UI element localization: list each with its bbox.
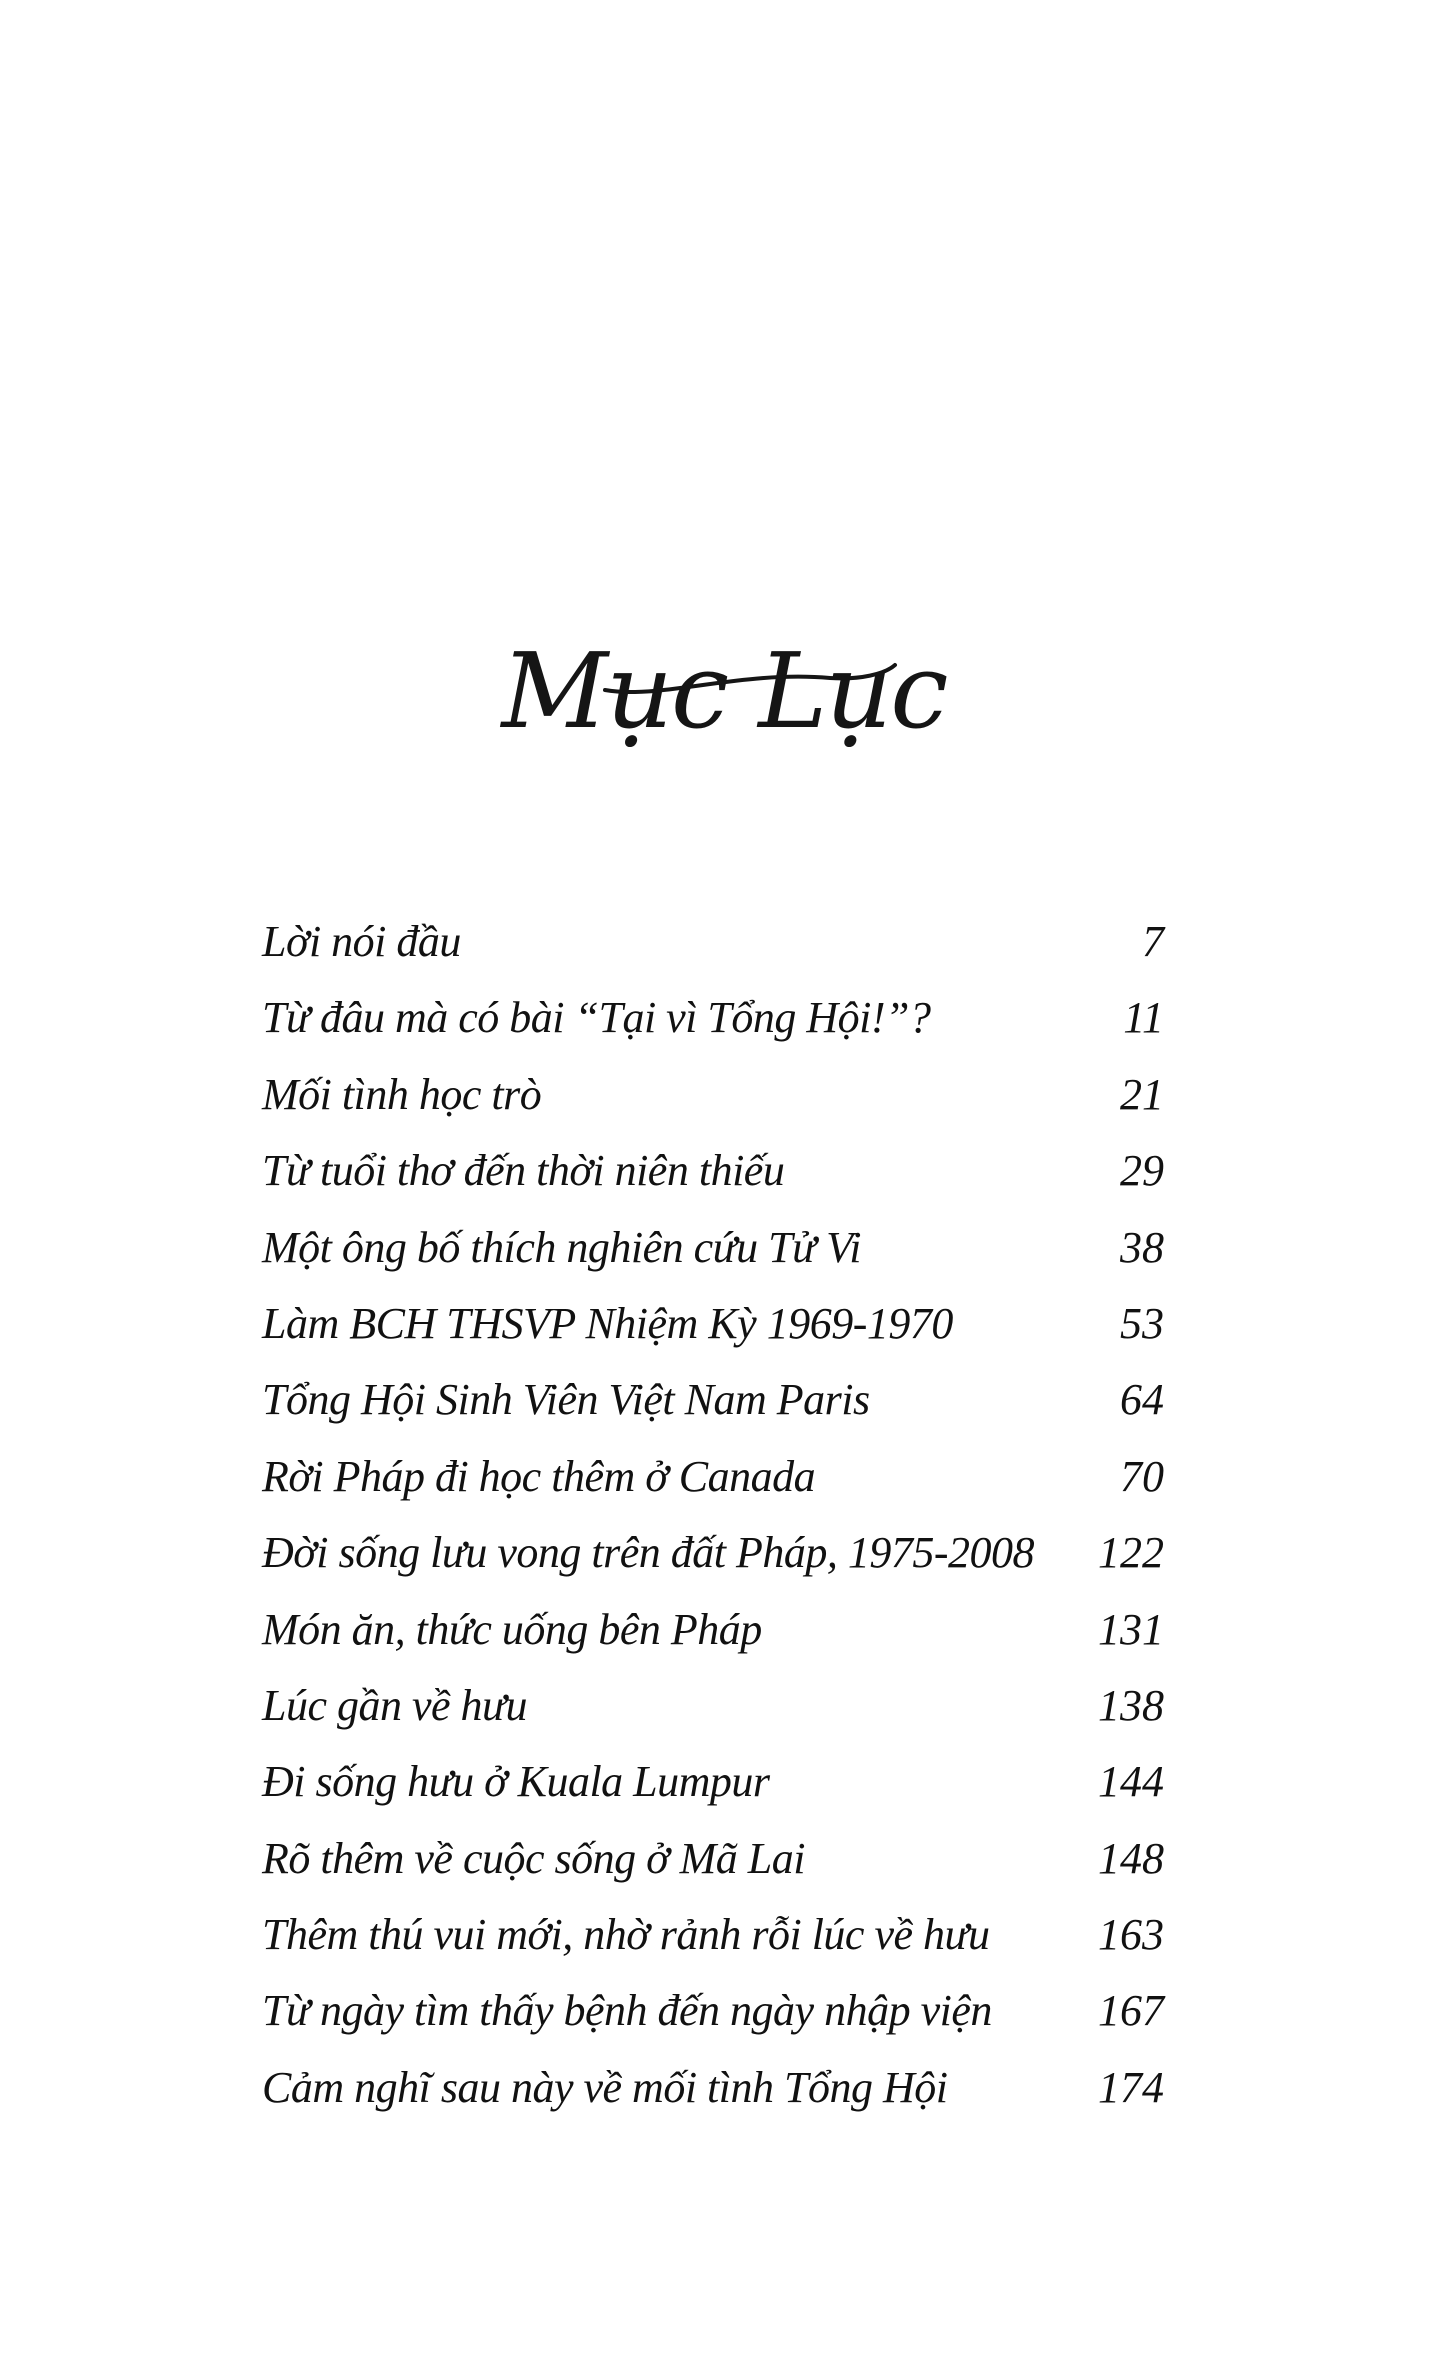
- toc-entry-title: Rời Pháp đi học thêm ở Canada: [262, 1451, 816, 1501]
- table-of-contents: [262, 910, 1164, 2132]
- toc-entry-page: 144: [1098, 1757, 1164, 1807]
- toc-entry-title: Từ đâu mà có bài “Tại vì Tổng Hội!”?: [262, 993, 931, 1043]
- toc-entry: [262, 1292, 1164, 1368]
- toc-entry-title: Đời sống lưu vong trên đất Pháp, 1975-2008: [262, 1528, 1034, 1578]
- toc-entry: [262, 1750, 1164, 1826]
- toc-entry: [262, 1368, 1164, 1444]
- toc-entry-page: 122: [1098, 1528, 1164, 1578]
- title-swash-ornament: [600, 660, 900, 700]
- toc-entry: [262, 1598, 1164, 1674]
- toc-entry-title: Thêm thú vui mới, nhờ rảnh rỗi lúc về hưu: [262, 1910, 990, 1960]
- toc-entry-title: Đi sống hưu ở Kuala Lumpur: [262, 1757, 770, 1807]
- toc-entry-page: 163: [1098, 1910, 1164, 1960]
- toc-entry-page: 138: [1098, 1680, 1164, 1730]
- toc-entry-title: Tổng Hội Sinh Viên Việt Nam Paris: [262, 1375, 870, 1425]
- toc-entry-page: 21: [1120, 1069, 1164, 1119]
- toc-entry-title: Lúc gần về hưu: [262, 1680, 528, 1730]
- toc-entry: [262, 1903, 1164, 1979]
- toc-entry: [262, 1445, 1164, 1521]
- toc-entry: [262, 1216, 1164, 1292]
- toc-entry: [262, 1827, 1164, 1903]
- toc-entry-page: 131: [1098, 1604, 1164, 1654]
- toc-entry-title: Từ ngày tìm thấy bệnh đến ngày nhập viện: [262, 1986, 992, 2036]
- toc-entry: [262, 1674, 1164, 1750]
- toc-entry: [262, 1063, 1164, 1139]
- toc-entry-title: Cảm nghĩ sau này về mối tình Tổng Hội: [262, 2062, 948, 2112]
- toc-entry-page: 167: [1098, 1986, 1164, 2036]
- toc-entry-page: 174: [1098, 2062, 1164, 2112]
- toc-entry-page: 70: [1120, 1451, 1164, 1501]
- toc-entry: [262, 910, 1164, 986]
- toc-entry: [262, 2056, 1164, 2132]
- toc-entry-page: 64: [1120, 1375, 1164, 1425]
- toc-entry-page: 29: [1120, 1146, 1164, 1196]
- toc-entry: [262, 1521, 1164, 1597]
- toc-entry: [262, 1979, 1164, 2055]
- toc-entry-title: Một ông bố thích nghiên cứu Tử Vi: [262, 1222, 861, 1272]
- toc-entry: [262, 986, 1164, 1062]
- page-title: Mục Lục: [501, 629, 947, 752]
- toc-entry-title: Món ăn, thức uống bên Pháp: [262, 1604, 762, 1654]
- toc-entry-title: Rõ thêm về cuộc sống ở Mã Lai: [262, 1833, 805, 1883]
- toc-entry-title: Làm BCH THSVP Nhiệm Kỳ 1969-1970: [262, 1298, 953, 1348]
- toc-entry-page: 7: [1142, 917, 1164, 966]
- toc-entry-page: 148: [1098, 1833, 1164, 1883]
- toc-entry-title: Lời nói đầu: [262, 917, 461, 966]
- toc-entry-page: 11: [1123, 993, 1164, 1043]
- toc-entry-page: 53: [1120, 1298, 1164, 1348]
- toc-entry-title: Mối tình học trò: [262, 1069, 542, 1119]
- toc-entry: [262, 1139, 1164, 1215]
- toc-entry-title: Từ tuổi thơ đến thời niên thiếu: [262, 1146, 785, 1196]
- toc-entry-page: 38: [1120, 1222, 1164, 1272]
